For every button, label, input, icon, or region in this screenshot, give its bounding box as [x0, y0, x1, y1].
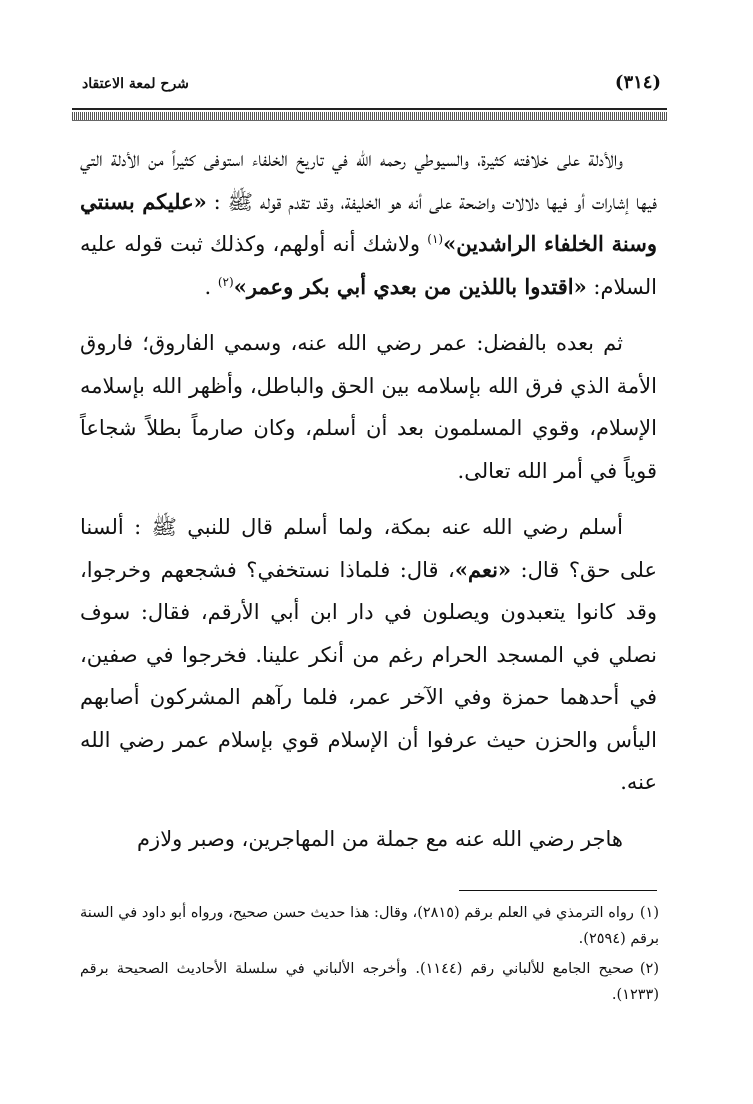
footnote-text-2: صحيح الجامع للألباني رقم (١١٤٤). وأخرجه الألباني في سلسلة الأحاديث الصحيحة برقم (١٢٣٣).: [80, 961, 659, 1003]
running-title: شرح لمعة الاعتقاد: [82, 76, 189, 92]
paragraph-2: ثم بعده بالفضل: عمر رضي الله عنه، وسمي الفاروق؛ فاروق الأمة الذي فرق الله بإسلامه بين الحق والباطل، وأظهر الله بإسلامه الإسلام، وقوي المسلمون بعد أن أسلم، وكان صارماً بطلاً شجاعاً قوياً في أمر الله تعالى.: [80, 331, 657, 483]
header-ornament-band: [72, 112, 667, 121]
footnotes: [80, 900, 659, 1012]
p1-text-2: ولاشك أنه أولهم، وكذلك ثبت قوله عليه السلام:: [80, 232, 657, 299]
header-rule: [72, 108, 667, 110]
footnote-separator: [459, 890, 657, 891]
hadith-quote-1: «عليكم بسنتي وسنة الخلفاء الراشدين»: [80, 188, 657, 256]
paragraph-4: هاجر رضي الله عنه مع جملة من المهاجرين، وصبر ولازم: [137, 826, 623, 851]
page-header: [72, 66, 667, 106]
footnote-number-1: (١): [639, 905, 659, 921]
quote-yes: «نعم»: [454, 556, 512, 582]
footnote-ref-2[interactable]: (٢): [217, 274, 234, 289]
footnote-text-1: رواه الترمذي في العلم برقم (٢٨١٥)، وقال: هذا حديث حسن صحيح، ورواه أبو داود في السنة برقم (٢٥٩٤).: [80, 905, 659, 947]
main-text: [80, 138, 657, 874]
footnote-number-2: (٢): [639, 961, 659, 977]
p1-text-1: والأدلة على خلافته كثيرة، والسيوطي رحمه الله في تاريخ الخلفاء استوفى كثيراً من الأدلة التي فيها إشارات أو فيها دلالات واضحة على أنه هو الخليفة، وقد تقدم قوله ﷺ :: [80, 147, 657, 214]
page-number: (٣١٤): [614, 72, 661, 93]
p3-text-2: ، قال: فلماذا نستخفي؟ فشجعهم وخرجوا، وقد كانوا يتعبدون ويصلون في دار ابن أبي الأرقم، فقال: سوف نصلي في المسجد الحرام رغم من أنكر علينا. فخرجوا في صفين، في أحدهما حمزة وفي الآخر عمر، فلما رآهم المشركون أصابهم اليأس والحزن حيث عرفوا أن الإسلام قوي بإسلام عمر رضي الله عنه.: [80, 557, 657, 794]
footnote-1: [80, 900, 659, 952]
footnote-ref-1[interactable]: (١): [427, 232, 444, 246]
hadith-quote-2: «اقتدوا باللذين من بعدي أبي بكر وعمر»: [233, 273, 587, 299]
p1-text-3: .: [204, 274, 218, 299]
p3-text-1: أسلم رضي الله عنه بمكة، ولما أسلم قال للنبي ﷺ : ألسنا على حق؟ قال:: [80, 515, 657, 582]
paragraph-3: [80, 506, 657, 804]
paragraph-1: [80, 138, 657, 308]
footnote-2: [80, 956, 659, 1008]
